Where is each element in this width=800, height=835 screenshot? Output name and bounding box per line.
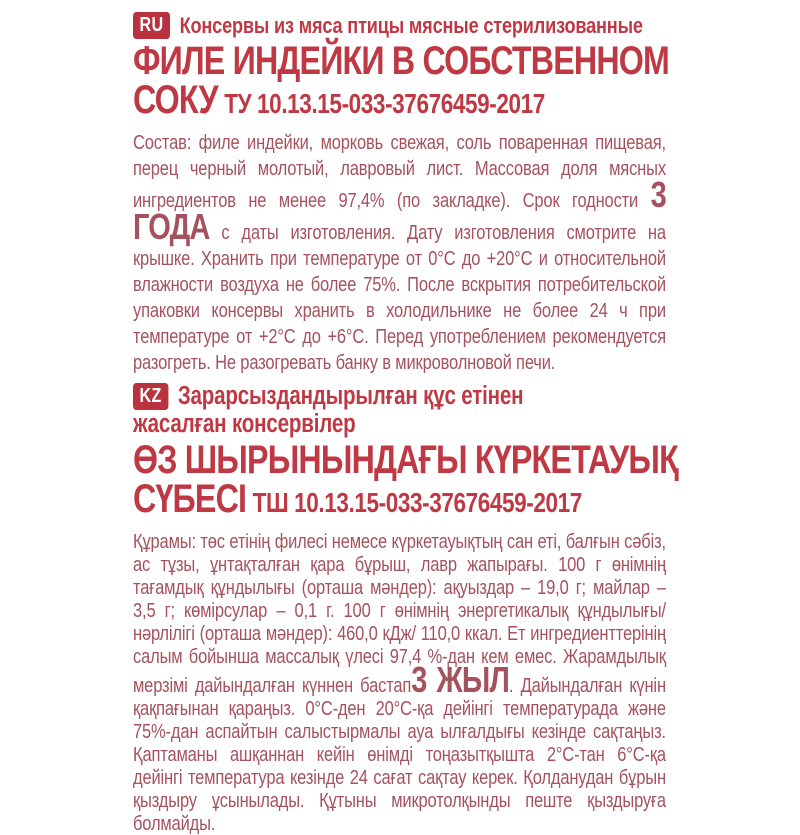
ru-product-title-line1: ФИЛЕ ИНДЕЙКИ В СОБСТВЕННОМ [133,39,670,83]
ru-body-before-shelf-life: Состав: филе индейки, морковь свежая, соль поваренная пищевая, перец черный молотый, лавровый лист. Массовая доля мясных ингредиентов не менее 97,4% (по закладке). Срок годности [133,131,666,212]
product-label [133,12,678,835]
kz-section [133,381,678,835]
kz-language-badge: KZ [133,383,168,410]
ru-shelf-life-highlight: 3 ГОДА [133,174,666,247]
kz-body-after-shelf-life: . Дайындалған күнін қақпағынан қараңыз. 0°С-ден 20°С-қа дейінгі температурада және 75%-дан аспайтын салыстырмалы ауа ылғалдығы кезінде сақтаңыз. Қаптаманы ашқаннан кейін өнімді тоңазытқышта 2°С-тан 6°С-қа дейінгі температура кезінде 24 сағат сақтау керек. Қолданудан бұрын қыздыру ұсынылады. Құтыны микротолқынды пеште қыздыруға болмайды. [133,674,666,835]
kz-product-title-line2 [133,477,666,526]
ru-body-paragraph [133,130,666,376]
kz-category-text-line1: Зарарсыздандырылған құс етінен [177,382,524,410]
ru-title-word: СОКУ [133,78,218,122]
kz-product-title-line1: ӨЗ ШЫРЫНЫНДАҒЫ КҮРКЕТАУЫҚ [133,438,678,482]
ru-body-after-shelf-life: с даты изготовления. Дату изготовления смотрите на крышке. Хранить при температуре от 0°С до +20°С и относительной влажности воздуха не более 75%. После вскрытия потребительской упаковки консервы хранить в холодильнике не более 24 ч при температуре от +2°С до +6°С. Перед употреблением рекомендуется разогреть. Не разогревать банку в микроволновой печи. [133,221,666,374]
kz-standard-code: ТШ 10.13.15-033-37676459-2017 [252,487,582,518]
ru-category-row [133,12,666,39]
ru-language-badge: RU [133,12,170,39]
kz-title-word: СҮБЕСІ [133,477,247,521]
kz-category-row [133,381,666,411]
kz-shelf-life-highlight: 3 ЖЫЛ [411,659,510,700]
ru-product-title-line2 [133,78,666,127]
kz-category-text-line2: жасалған консервілер [133,410,356,438]
ru-standard-code: ТУ 10.13.15-033-37676459-2017 [224,88,545,119]
kz-body-paragraph [133,530,666,835]
ru-category-text: Консервы из мяса птицы мясные стерилизованные [179,13,643,38]
kz-body-before-shelf-life: Құрамы: төс етінің филесі немесе күркетауықтың сан еті, балғын сәбіз, ас тұзы, ұнтақталған қара бұрыш, лавр жапырағы. 100 г өнімнің тағамдық құндылығы (орташа мәндер): ақуыздар – 19,0 г; майлар – 3,5 г; көмірсулар – 0,1 г. 100 г өнімнің энергетикалық құндылығы/нәрлілігі (орташа мәндер): 460,0 кДж/ 110,0 ккал. Ет ингредиенттерінің салым бойынша массалық үлесі 97,4 %-дан кем емес. Жарамдылық мерзімі дайындалған күннен бастап [133,530,666,697]
ru-section [133,12,670,376]
